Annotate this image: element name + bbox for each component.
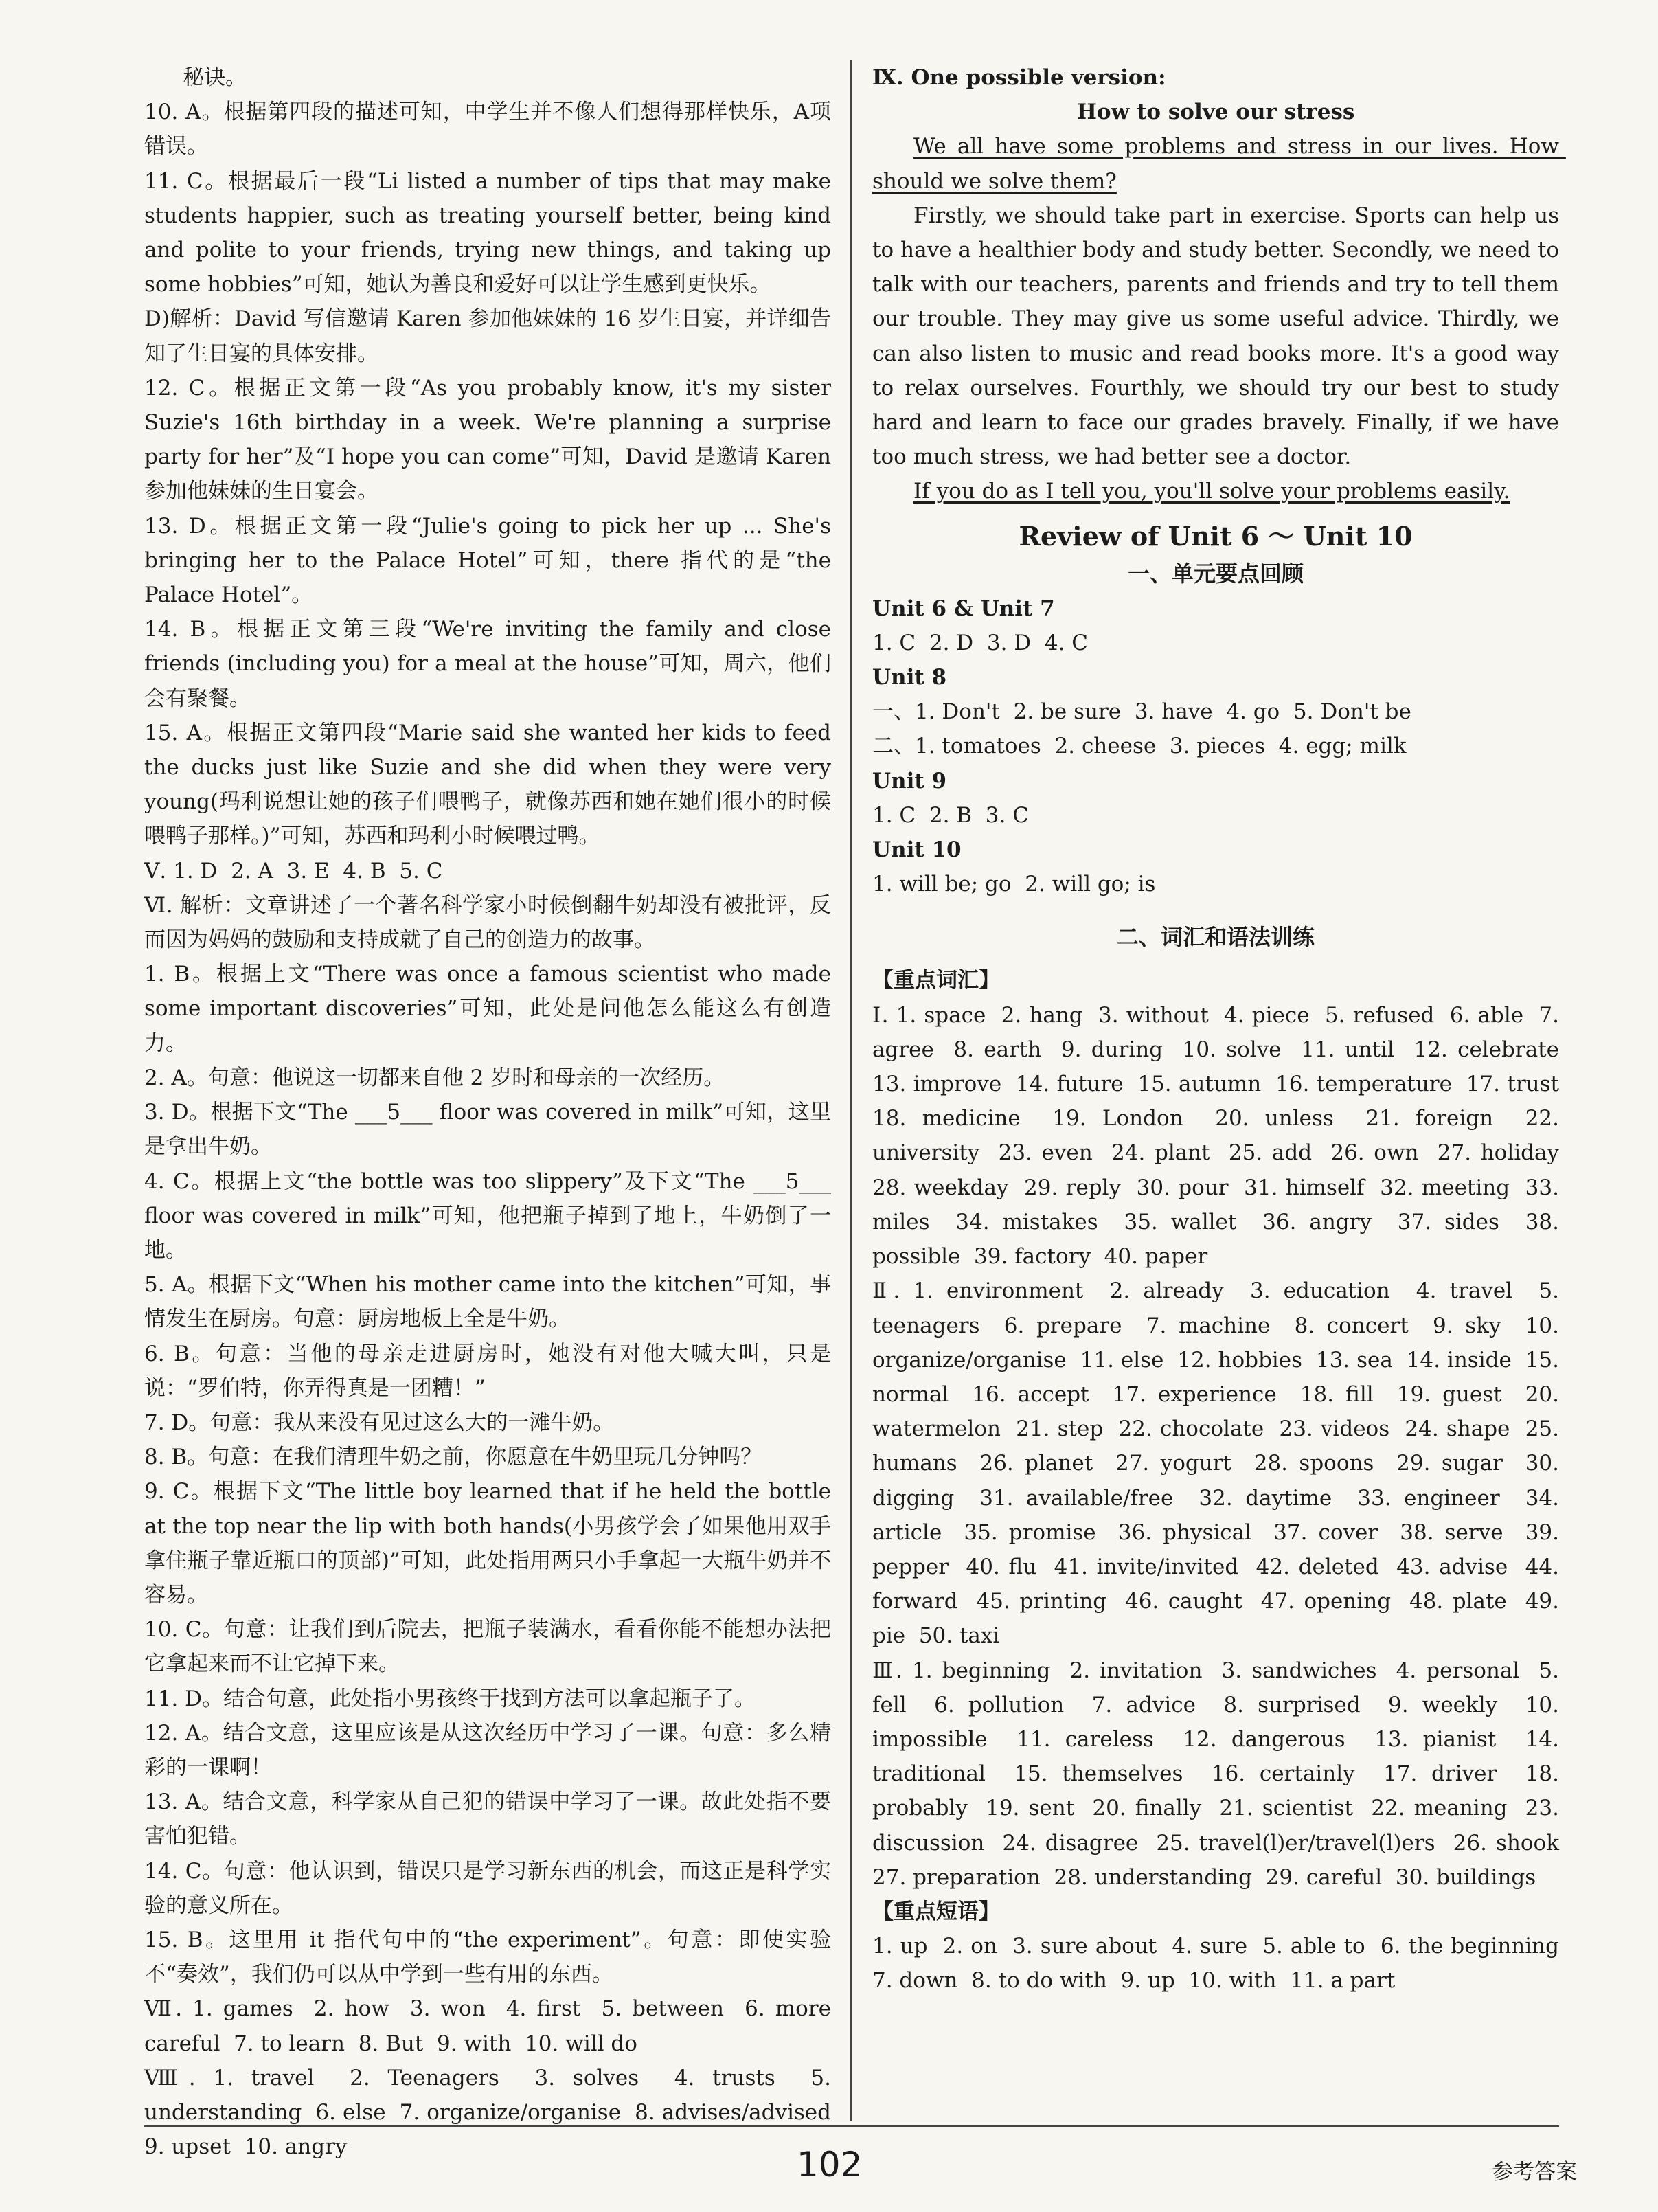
left-line: 15. A。根据正文第四段“Marie said she wanted her kids to feed the ducks just like Suzie and she did when they were very young(玛利说想让她的孩子们喂鸭子，就像苏西和她在她们很小的时候喂鸭子那样。)”可知，苏西和玛利小时候喂过鸭。 [144, 720, 838, 849]
right-line: 1. C 2. D 3. D 4. C [872, 630, 1088, 655]
left-line: 11. D。结合句意，此处指小男孩终于找到方法可以拿起瓶子了。 [144, 1686, 756, 1711]
left-line: 10. C。句意：让我们到后院去，把瓶子装满水，看看你能不能想办法把它拿起来而不让它掉下来。 [144, 1617, 831, 1677]
page-number: 102 [797, 2145, 863, 2185]
footer-label: 参考答案 [1492, 2160, 1577, 2185]
right-line: Review of Unit 6 ～ Unit 10 [1019, 520, 1413, 552]
left-line: 14. C。句意：他认识到，错误只是学习新东西的机会，而这正是科学实验的意义所在。 [144, 1858, 831, 1918]
right-line: Ⅰ. 1. space 2. hang 3. without 4. piece 5. refused 6. able 7. agree 8. earth 9. during 10. solve 11. until 12. celebrate 13. improve 14. future 15. autumn 16. temperature 17. trust 18. medicine 19. London 20. unless 21. foreign 22. university 23. even 24. plant 25. add 26. own 27. holiday 28. weekday 29. reply 30. pour 31. himself 32. meeting 33. miles 34. mistakes 35. wallet 36. angry 37. sides 38. possible 39. factory 40. paper [872, 1002, 1573, 1269]
right-line: How to solve our stress [1076, 100, 1355, 125]
right-line: 【重点短语】 [872, 1899, 1000, 1924]
left-line: 12. C。根据正文第一段“As you probably know, it's my sister Suzie's 16th birthday in a week. We're planning a surprise party for her”及“I hope you can come”可知，David 是邀请 Karen 参加他妹妹的生日宴会。 [144, 375, 838, 504]
left-line: 4. C。根据上文“the bottle was too slippery”及下文“The ___5___ floor was covered in milk”可知，他把瓶子掉到了地上，牛奶倒了一地。 [144, 1169, 838, 1263]
left-line: 6. B。句意：当他的母亲走进厨房时，她没有对他大喊大叫，只是说：“罗伯特，你弄得真是一团糟！” [144, 1341, 831, 1401]
right-line: 1. C 2. B 3. C [872, 802, 1029, 828]
left-line: 3. D。根据下文“The ___5___ floor was covered in milk”可知，这里是拿出牛奶。 [144, 1100, 831, 1160]
footer-rule [144, 2125, 1559, 2127]
right-line: 二、1. tomatoes 2. cheese 3. pieces 4. egg; milk [872, 734, 1407, 759]
right-line: If you do as I tell you, you'll solve your problems easily. [913, 479, 1510, 504]
left-line: 7. D。句意：我从来没有见过这么大的一滩牛奶。 [144, 1410, 615, 1435]
right-line: Unit 10 [872, 837, 962, 863]
left-line: 15. B。这里用 it 指代句中的“the experiment”。句意：即使实验不“奏效”，我们仍可以从中学到一些有用的东西。 [144, 1927, 831, 1987]
right-column [872, 60, 1573, 1998]
left-line: Ⅶ. 1. games 2. how 3. won 4. first 5. between 6. more careful 7. to learn 8. But 9. with 10. will do [144, 1996, 838, 2056]
right-line: 二、词汇和语法训练 [1116, 924, 1315, 951]
left-line: 13. A。结合文意，科学家从自己犯的错误中学习了一课。故此处指不要害怕犯错。 [144, 1790, 831, 1849]
left-line: Ⅵ. 解析：文章讲述了一个著名科学家小时候倒翻牛奶却没有被批评，反而因为妈妈的鼓励和支持成就了自己的创造力的故事。 [144, 892, 831, 953]
right-line: 一、单元要点回顾 [1127, 560, 1304, 587]
right-line: Ⅱ. 1. environment 2. already 3. education 4. travel 5. teenagers 6. prepare 7. machine 8. concert 9. sky 10. organize/organise 11. else 12. hobbies 13. sea 14. inside 15. normal 16. accept 17. experience 18. fill 19. guest 20. watermelon 21. step 22. chocolate 23. videos 24. shape 25. humans 26. planet 27. yogurt 28. spoons 29. sugar 30. digging 31. available/free 32. daytime 33. engineer 34. article 35. promise 36. physical 37. cover 38. serve 39. pepper 40. flu 41. invite/invited 42. deleted 43. advise 44. forward 45. printing 46. caught 47. opening 48. plate 49. pie 50. taxi [872, 1278, 1566, 1649]
left-line: 1. B。根据上文“There was once a famous scientist who made some important discoveries”可知，此处是问他怎么能这么有创造力。 [144, 962, 838, 1056]
right-line: 【重点词汇】 [872, 968, 1000, 993]
right-line: Ⅸ. One possible version: [872, 65, 1166, 90]
left-line: 8. B。句意：在我们清理牛奶之前，你愿意在牛奶里玩几分钟吗？ [144, 1445, 762, 1470]
left-line: 2. A。句意：他说这一切都来自他 2 岁时和母亲的一次经历。 [144, 1065, 725, 1090]
left-line: 5. A。根据下文“When his mother came into the kitchen”可知，事情发生在厨房。句意：厨房地板上全是牛奶。 [144, 1272, 831, 1332]
left-line: 12. A。结合文意，这里应该是从这次经历中学习了一课。句意：多么精彩的一课啊！ [144, 1720, 831, 1780]
left-line: 秘诀。 [183, 65, 247, 90]
right-line: We all have some problems and stress in our lives. How should we solve them? [872, 134, 1566, 194]
column-divider [850, 60, 852, 2121]
left-line: 14. B。根据正文第三段“We're inviting the family and close friends (including you) for a meal at the house”可知，周六，他们会有聚餐。 [144, 617, 838, 711]
right-line: 1. will be; go 2. will go; is [872, 872, 1156, 897]
left-line: D)解析：David 写信邀请 Karen 参加他妹妹的 16 岁生日宴，并详细告知了生日宴的具体安排。 [144, 306, 831, 366]
right-line: 一、1. Don't 2. be sure 3. have 4. go 5. Don't be [872, 699, 1411, 725]
right-line: Unit 9 [872, 768, 947, 793]
right-line: Unit 6 & Unit 7 [872, 596, 1055, 621]
right-line: 1. up 2. on 3. sure about 4. sure 5. able to 6. the beginning 7. down 8. to do with 9. up 10. with 11. a part [872, 1934, 1573, 1994]
left-line: 13. D。根据正文第一段“Julie's going to pick her up ... She's bringing her to the Palace Hotel”可知，there 指代的是“the Palace Hotel”。 [144, 513, 838, 608]
left-line: Ⅷ. 1. travel 2. Teenagers 3. solves 4. trusts 5. understanding 6. else 7. organize/organise 8. advises/advised 9. upset 10. angry [144, 2065, 845, 2160]
left-line: 10. A。根据第四段的描述可知，中学生并不像人们想得那样快乐，A项错误。 [144, 100, 831, 159]
left-line: 9. C。根据下文“The little boy learned that if he held the bottle at the top near the lip with both hands(小男孩学会了如果他用双手拿住瓶子靠近瓶口的顶部)”可知，此处指用两只小手拿起一大瓶牛奶并不容易。 [144, 1479, 838, 1607]
right-line: Ⅲ. 1. beginning 2. invitation 3. sandwiches 4. personal 5. fell 6. pollution 7. advice 8. surprised 9. weekly 10. impossible 11. careless 12. dangerous 13. pianist 14. traditional 15. themselves 16. certainly 17. driver 18. probably 19. sent 20. finally 21. scientist 22. meaning 23. discussion 24. disagree 25. travel(l)er/travel(l)ers 26. shook 27. preparation 28. understanding 29. careful 30. buildings [872, 1658, 1573, 1890]
right-line: Unit 8 [872, 665, 947, 690]
left-column [144, 60, 845, 2164]
right-line: Firstly, we should take part in exercise. Sports can help us to have a healthier body and study better. Secondly, we need to talk with our teachers, parents and friends and try to tell them our trouble. They may give us some useful advice. Thirdly, we can also listen to music and read books more. It's a good way to relax ourselves. Fourthly, we should try our best to study hard and learn to face our grades bravely. Finally, if we have too much stress, we had better see a doctor. [872, 203, 1566, 470]
left-line: 11. C。根据最后一段“Li listed a number of tips that may make students happier, such as treating yourself better, being kind and polite to your friends, trying new things, and taking up some hobbies”可知，她认为善良和爱好可以让学生感到更快乐。 [144, 168, 838, 297]
left-line: Ⅴ. 1. D 2. A 3. E 4. B 5. C [144, 858, 443, 883]
